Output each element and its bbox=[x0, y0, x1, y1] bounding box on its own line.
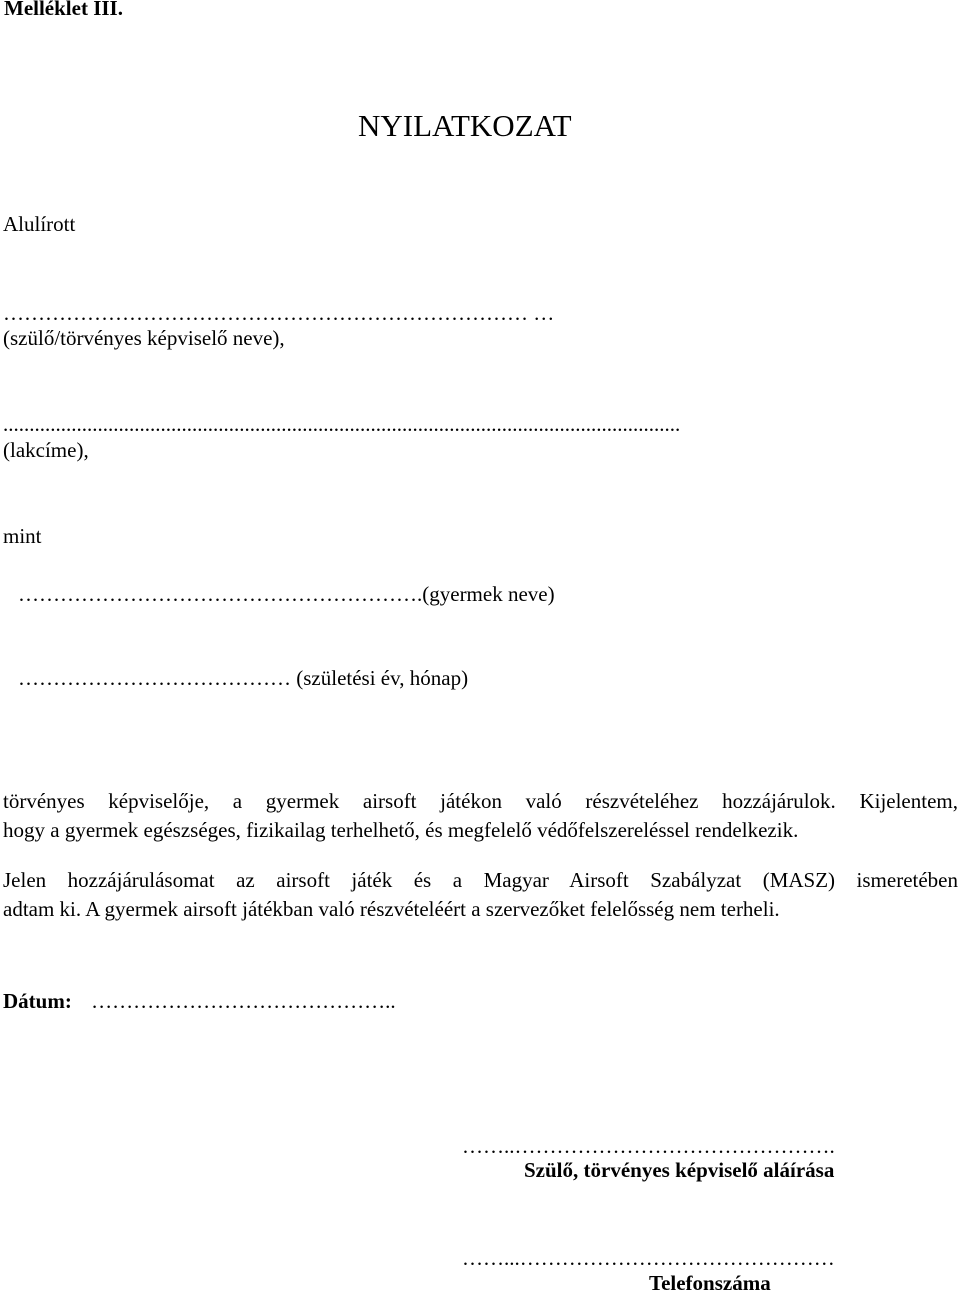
signature-field[interactable]: ……..………………………………………. bbox=[462, 1134, 835, 1158]
phone-field[interactable]: ……...……………………………………… bbox=[462, 1246, 835, 1270]
parent-name-field[interactable]: ………………………………………………………………… … bbox=[3, 301, 555, 325]
consent-line-2: hogy a gyermek egészséges, fizikailag terhelhető, és megfelelő védőfelszereléssel rendelkezik. bbox=[3, 818, 799, 842]
address-field[interactable]: ................................................................................................................................. bbox=[3, 412, 681, 436]
phone-label: Telefonszáma bbox=[649, 1271, 771, 1295]
date-label: Dátum: bbox=[3, 989, 72, 1013]
consent-line-1: törvényes képviselője, a gyermek airsoft játékon való részvételéhez hozzájárulok. Kijelentem, bbox=[3, 789, 958, 813]
signature-label: Szülő, törvényes képviselő aláírása bbox=[524, 1158, 835, 1182]
as-label: mint bbox=[3, 524, 42, 548]
acknowledgement-line-1: Jelen hozzájárulásomat az airsoft játék és a Magyar Airsoft Szabályzat (MASZ) ismeretében bbox=[3, 868, 958, 892]
parent-name-label: (szülő/törvényes képviselő neve), bbox=[3, 326, 285, 350]
undersigned-label: Alulírott bbox=[3, 212, 76, 236]
consent-paragraph bbox=[3, 787, 958, 845]
date-field[interactable]: …………………………………….. bbox=[91, 989, 396, 1013]
date-row bbox=[3, 989, 396, 1013]
document-title: NYILATKOZAT bbox=[358, 108, 572, 143]
annex-label: Melléklet III. bbox=[4, 0, 123, 20]
acknowledgement-paragraph bbox=[3, 866, 958, 924]
acknowledgement-line-2: adtam ki. A gyermek airsoft játékban való részvételéért a szervezőket felelősség nem terheli. bbox=[3, 897, 780, 921]
child-name-field[interactable]: ………………………………………………….(gyermek neve) bbox=[18, 582, 555, 606]
birth-date-field[interactable]: ………………………………… (születési év, hónap) bbox=[18, 666, 469, 690]
address-label: (lakcíme), bbox=[3, 438, 89, 462]
